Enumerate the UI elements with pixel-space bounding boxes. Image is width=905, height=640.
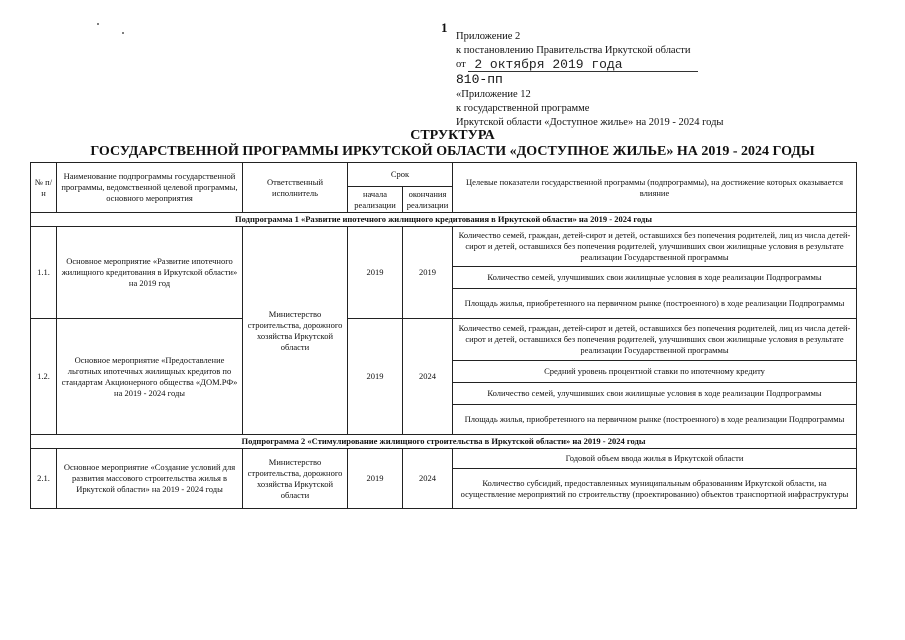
document-subtitle: ГОСУДАРСТВЕННОЙ ПРОГРАММЫ ИРКУТСКОЙ ОБЛАСТИ «ДОСТУПНОЕ ЖИЛЬЕ» НА 2019 - 2024 ГОДЫ: [90, 144, 815, 159]
row-1-2-num: 1.2.: [31, 319, 57, 435]
row-1-2-target-2: Средний уровень процентной ставки по ипотечному кредиту: [453, 361, 857, 383]
row-2-1-target-2: Количество субсидий, предоставленных муниципальным образованиям Иркутской области, на осуществление мероприятий по строительству (проектированию) объектов транспортной инфраструктуры: [453, 469, 857, 509]
header-num: № п/н: [31, 163, 57, 213]
row-2-1-target-1: Годовой объем ввода жилья в Иркутской области: [453, 449, 857, 469]
annex-date-line: [456, 58, 876, 72]
annex-line-1: Приложение 2: [456, 31, 521, 42]
header-end: окончания реализации: [403, 187, 453, 213]
annex-line-6: Иркутской области «Доступное жилье» на 2019 - 2024 годы: [456, 117, 724, 128]
row-1-1-target-2: Количество семей, улучшивших свои жилищные условия в ходе реализации Подпрограммы: [453, 267, 857, 289]
header-start: начала реализации: [348, 187, 403, 213]
row-1-1-end: 2019: [403, 227, 453, 319]
header-name: Наименование подпрограммы государственной программы, ведомственной целевой программы, основного мероприятия: [57, 163, 243, 213]
annex-block: [456, 30, 876, 130]
row-1-2-name: Основное мероприятие «Предоставление льготных ипотечных жилищных кредитов по стандартам Акционерного общества «ДОМ.РФ» на 2019 - 2024 годы: [57, 319, 243, 435]
annex-doc-number: 810-пп: [456, 72, 503, 87]
subprogram-1-row: Подпрограмма 1 «Развитие ипотечного жилищного кредитования в Иркутской области» на 2019 - 2024 годы: [31, 213, 857, 227]
annex-line-2: к постановлению Правительства Иркутской области: [456, 45, 691, 56]
row-1-2-target-4: Площадь жилья, приобретенного на первичном рынке (построенного) в ходе реализации Подпрограммы: [453, 405, 857, 435]
page-number: 1: [441, 20, 448, 35]
annex-date-prefix: от: [456, 59, 466, 70]
annex-line-4: «Приложение 12: [456, 89, 531, 100]
structure-table: [30, 162, 857, 509]
row-1-1-target-1: Количество семей, граждан, детей-сирот и детей, оставшихся без попечения родителей, лиц из числа детей-сирот и детей, оставшихся без попечения родителей, улучшивших свои жилищные условия в результате реализации Государственной программы: [453, 227, 857, 267]
annex-date-underline: [468, 58, 698, 72]
row-1-2-target-3: Количество семей, улучшивших свои жилищные условия в ходе реализации Подпрограммы: [453, 383, 857, 405]
header-term: Срок: [348, 163, 453, 187]
row-2-1-executor: Министерство строительства, дорожного хозяйства Иркутской области: [243, 449, 348, 509]
row-2-1-name: Основное мероприятие «Создание условий для развития массового строительства жилья в Иркутской области» на 2019 - 2024 годы: [57, 449, 243, 509]
row-1-1-name: Основное мероприятие «Развитие ипотечного жилищного кредитования в Иркутской области» на 2019 год: [57, 227, 243, 319]
row-1-2-target-1: Количество семей, граждан, детей-сирот и детей, оставшихся без попечения родителей, лиц из числа детей-сирот и детей, оставшихся без попечения родителей, улучшивших свои жилищные условия в результате реализации Государственной программы: [453, 319, 857, 361]
row-1-1-num: 1.1.: [31, 227, 57, 319]
header-targets: Целевые показатели государственной программы (подпрограммы), на достижение которых оказывается влияние: [453, 163, 857, 213]
row-2-1-start: 2019: [348, 449, 403, 509]
executor-subprogram-1: Министерство строительства, дорожного хозяйства Иркутской области: [243, 227, 348, 435]
annex-line-5: к государственной программе: [456, 103, 590, 114]
row-2-1-end: 2024: [403, 449, 453, 509]
row-1-2-start: 2019: [348, 319, 403, 435]
row-2-1-num: 2.1.: [31, 449, 57, 509]
scan-speck: [122, 32, 124, 34]
scan-speck: [97, 23, 99, 25]
row-1-2-end: 2024: [403, 319, 453, 435]
row-1-1-start: 2019: [348, 227, 403, 319]
document-title: СТРУКТУРА: [410, 128, 495, 143]
annex-date-value: 2 октября 2019 года: [474, 57, 623, 72]
header-executor: Ответственный исполнитель: [243, 163, 348, 213]
subprogram-2-row: Подпрограмма 2 «Стимулирование жилищного строительства в Иркутской области» на 2019 - 2024 годы: [31, 435, 857, 449]
row-1-1-target-3: Площадь жилья, приобретенного на первичном рынке (построенного) в ходе реализации Подпрограммы: [453, 289, 857, 319]
